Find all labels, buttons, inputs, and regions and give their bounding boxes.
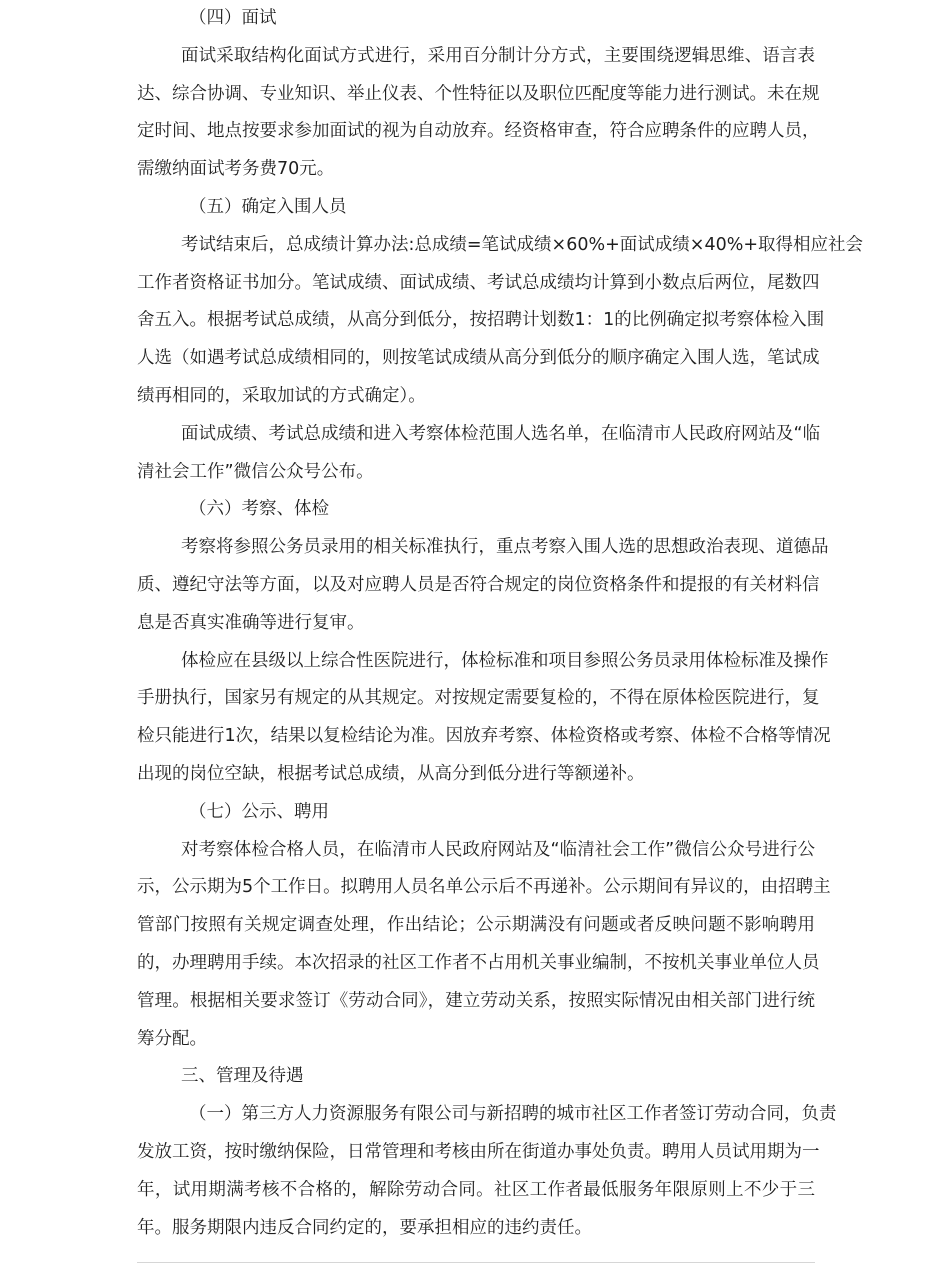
paragraph-line: 体检应在县级以上综合性医院进行，体检标准和项目参照公务员录用体检标准及操作 [181, 650, 829, 671]
paragraph-line: 出现的岗位空缺，根据考试总成绩，从高分到低分进行等额递补。 [137, 763, 645, 784]
paragraph-line: 舍五入。根据考试总成绩，从高分到低分，按招聘计划数1：1的比例确定拟考察体检入围 [137, 310, 825, 331]
paragraph-line: （一）第三方人力资源服务有限公司与新招聘的城市社区工作者签订劳动合同，负责 [189, 1104, 837, 1125]
section-heading-publicity: （七）公示、聘用 [189, 801, 329, 822]
paragraph-line: 面试采取结构化面试方式进行，采用百分制计分方式，主要围绕逻辑思维、语言表 [181, 45, 815, 66]
paragraph-line: 考察将参照公务员录用的相关标准执行，重点考察入围人选的思想政治表现、道德品 [181, 537, 829, 558]
paragraph-line: 面试成绩、考试总成绩和进入考察体检范围人选名单，在临清市人民政府网站及“临 [181, 423, 821, 444]
paragraph-line: 定时间、地点按要求参加面试的视为自动放弃。经资格审查，符合应聘条件的应聘人员， [137, 121, 820, 142]
section-heading-inspection: （六）考察、体检 [189, 499, 329, 520]
paragraph-line: 需缴纳面试考务费70元。 [137, 159, 335, 180]
paragraph-line: 息是否真实准确等进行复审。 [137, 612, 365, 633]
paragraph-line: 达、综合协调、专业知识、举止仪表、个性特征以及职位匹配度等能力进行测试。未在规 [137, 83, 820, 104]
paragraph-line: 质、遵纪守法等方面，以及对应聘人员是否符合规定的岗位资格条件和提报的有关材料信 [137, 574, 820, 595]
paragraph-line: 示，公示期为5个工作日。拟聘用人员名单公示后不再递补。公示期间有异议的，由招聘主 [137, 877, 831, 898]
paragraph-line: 的，办理聘用手续。本次招录的社区工作者不占用机关事业编制，不按机关事业单位人员 [137, 952, 820, 973]
paragraph-line: 管部门按照有关规定调查处理，作出结论；公示期满没有问题或者反映问题不影响聘用 [137, 915, 815, 936]
document-page [137, 0, 864, 1247]
paragraph-line: 对考察体检合格人员，在临清市人民政府网站及“临清社会工作”微信公众号进行公 [181, 839, 815, 860]
section-heading-management: 三、管理及待遇 [181, 1066, 304, 1087]
page-bottom-divider [137, 1262, 815, 1263]
paragraph-line: 清社会工作”微信公众号公布。 [137, 461, 374, 482]
paragraph-line: 年。服务期限内违反合同约定的，要承担相应的违约责任。 [137, 1217, 592, 1238]
paragraph-line: 绩再相同的，采取加试的方式确定）。 [137, 385, 426, 406]
paragraph-line: 人选（如遇考试总成绩相同的，则按笔试成绩从高分到低分的顺序确定入围人选，笔试成 [137, 348, 820, 369]
paragraph-line: 工作者资格证书加分。笔试成绩、面试成绩、考试总成绩均计算到小数点后两位，尾数四 [137, 272, 820, 293]
section-heading-finalists: （五）确定入围人员 [189, 196, 347, 217]
paragraph-line: 考试结束后，总成绩计算办法:总成绩=笔试成绩×60%+面试成绩×40%+取得相应社会 [181, 234, 864, 255]
paragraph-line: 发放工资，按时缴纳保险，日常管理和考核由所在街道办事处负责。聘用人员试用期为一 [137, 1141, 820, 1162]
paragraph-line: 手册执行，国家另有规定的从其规定。对按规定需要复检的，不得在原体检医院进行，复 [137, 688, 820, 709]
section-heading-interview: （四）面试 [189, 8, 277, 28]
paragraph-line: 年，试用期满考核不合格的，解除劳动合同。社区工作者最低服务年限原则上不少于三 [137, 1179, 815, 1200]
paragraph-line: 管理。根据相关要求签订《劳动合同》，建立劳动关系，按照实际情况由相关部门进行统 [137, 990, 815, 1011]
paragraph-line: 筹分配。 [137, 1028, 207, 1049]
paragraph-line: 检只能进行1次，结果以复检结论为准。因放弃考察、体检资格或考察、体检不合格等情况 [137, 726, 831, 747]
